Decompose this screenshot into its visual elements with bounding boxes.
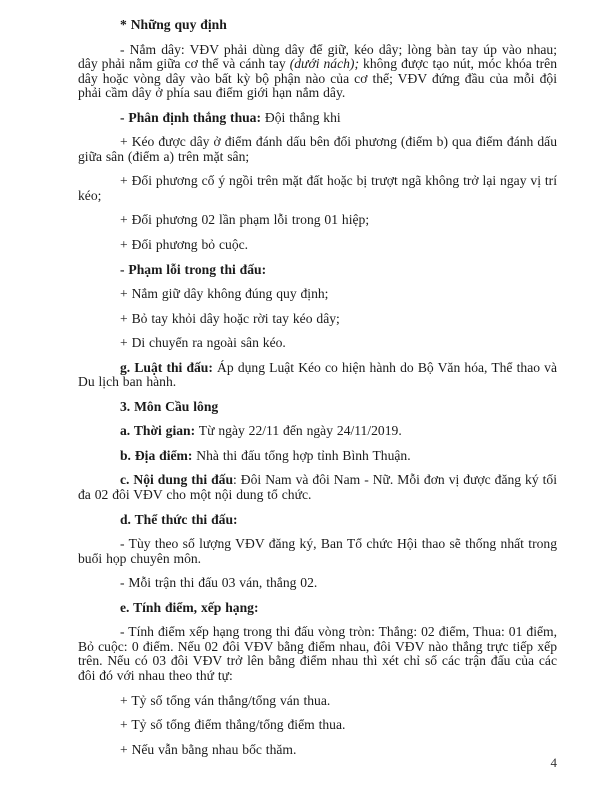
para-bo-tay-khoi-day: [78, 312, 557, 327]
para-tuy-theo-so-luong: [78, 537, 557, 566]
page-number: 4: [550, 755, 557, 770]
para-nam-giu-day: [78, 287, 557, 302]
text-run: g. Luật thi đấu:: [120, 359, 213, 375]
para-dia-diem: [78, 449, 557, 464]
text-run: Từ ngày 22/11 đến ngày 24/11/2019.: [195, 423, 402, 439]
document-body: [78, 18, 557, 767]
para-doi-phuong-ngoi: [78, 174, 557, 203]
text-run: + Đối phương 02 lần phạm lỗi trong 01 hiệp;: [120, 212, 370, 228]
para-di-chuyen: [78, 336, 557, 351]
para-boc-tham: [78, 743, 557, 758]
heading-nhung-quy-dinh: [78, 18, 557, 33]
text-run: * Những quy định: [120, 17, 227, 32]
text-run: - Nắm dây: VĐV phải dùng dây để giữ, kéo dây; lòng bàn tay úp vào nhau; dây phải nằm giữa cơ thể và cánh tay: [78, 41, 557, 72]
text-run: Áp dụng Luật Kéo co hiện hành do Bộ Văn hóa, Thể thao và Du lịch ban hành.: [78, 359, 557, 390]
text-run: + Đối phương bỏ cuộc.: [120, 237, 249, 253]
text-run: + Nắm giữ dây không đúng quy định;: [120, 286, 329, 302]
heading-pham-loi-trong-thi-dau: [78, 263, 557, 278]
text-run: Đội thắng khi: [261, 109, 341, 125]
heading-tinh-diem-xep-hang: [78, 601, 557, 616]
text-run: (dưới nách);: [289, 56, 359, 72]
text-run: + Di chuyển ra ngoài sân kéo.: [120, 335, 286, 351]
text-run: - Tùy theo số lượng VĐV đăng ký, Ban Tổ chức Hội thao sẽ thống nhất trong buổi họp chuyên môn.: [78, 536, 557, 566]
heading-mon-cau-long: [78, 400, 557, 415]
para-doi-phuong-bo-cuoc: [78, 238, 557, 253]
text-run: : Đôi Nam và đôi Nam - Nữ. Mỗi đơn vị được đăng ký tối đa 02 đôi VĐV cho một nội dung tổ chức.: [78, 472, 557, 503]
text-run: b. Địa điểm:: [120, 447, 193, 463]
para-thoi-gian: [78, 424, 557, 439]
text-run: - Phân định thắng thua:: [120, 109, 262, 125]
text-run: - Mỗi trận thi đấu 03 ván, thắng 02.: [120, 575, 318, 591]
text-run: + Đối phương cố ý ngồi trên mặt đất hoặc bị trượt ngã không trở lại ngay vị trí kéo;: [78, 173, 557, 203]
para-tinh-diem-xep-hang: [78, 625, 557, 683]
para-doi-phuong-pham-loi: [78, 213, 557, 228]
para-nam-day: [78, 43, 557, 101]
para-noi-dung-thi-dau: [78, 473, 557, 502]
text-run: + Bỏ tay khỏi dây hoặc rời tay kéo dây;: [120, 310, 340, 326]
text-run: + Tỷ số tổng ván thắng/tổng ván thua.: [120, 692, 331, 708]
text-run: Nhà thi đấu tổng hợp tỉnh Bình Thuận.: [192, 447, 411, 463]
text-run: 3. Môn Cầu lông: [120, 398, 219, 414]
text-run: + Nếu vẫn bằng nhau bốc thăm.: [120, 741, 297, 757]
text-run: + Tỷ số tổng điểm thắng/tổng điểm thua.: [120, 717, 346, 733]
text-run: không được tạo nút, móc khóa trên dây hoặc vòng dây vào bất kỳ bộ phận nào của cơ thể; VĐV đứng đầu của mỗi đội phải cầm dây ở phía sau điểm giới hạn nắm dây.: [78, 56, 557, 101]
para-keo-duoc-day: [78, 135, 557, 164]
text-run: - Tính điểm xếp hạng trong thi đấu vòng tròn: Thắng: 02 điểm, Thua: 01 điểm, Bỏ cuộc: 0 điểm. Nếu 02 đôi VĐV bằng điểm nhau, đôi VĐV nào thắng trực tiếp xếp trên. Nếu có 03 đôi VĐV trở lên bằng điểm nhau thì xét chỉ số các trận đấu của các đôi đó với nhau theo thứ tự:: [78, 624, 557, 683]
text-run: a. Thời gian:: [120, 423, 196, 439]
text-run: - Phạm lỗi trong thi đấu:: [120, 261, 267, 277]
heading-the-thuc-thi-dau: [78, 513, 557, 528]
para-ty-so-diem: [78, 718, 557, 733]
text-run: c. Nội dung thi đấu: [120, 472, 234, 488]
para-ty-so-van: [78, 694, 557, 709]
heading-phan-dinh-thang-thua: [78, 111, 557, 126]
para-luat-thi-dau: [78, 361, 557, 390]
para-moi-tran: [78, 576, 557, 591]
text-run: + Kéo được dây ở điểm đánh dấu bên đối phương (điểm b) qua điểm đánh dấu giữa sân (điểm a) trên mặt sân;: [78, 134, 557, 164]
text-run: e. Tính điểm, xếp hạng:: [120, 599, 259, 615]
text-run: d. Thể thức thi đấu:: [120, 511, 238, 527]
